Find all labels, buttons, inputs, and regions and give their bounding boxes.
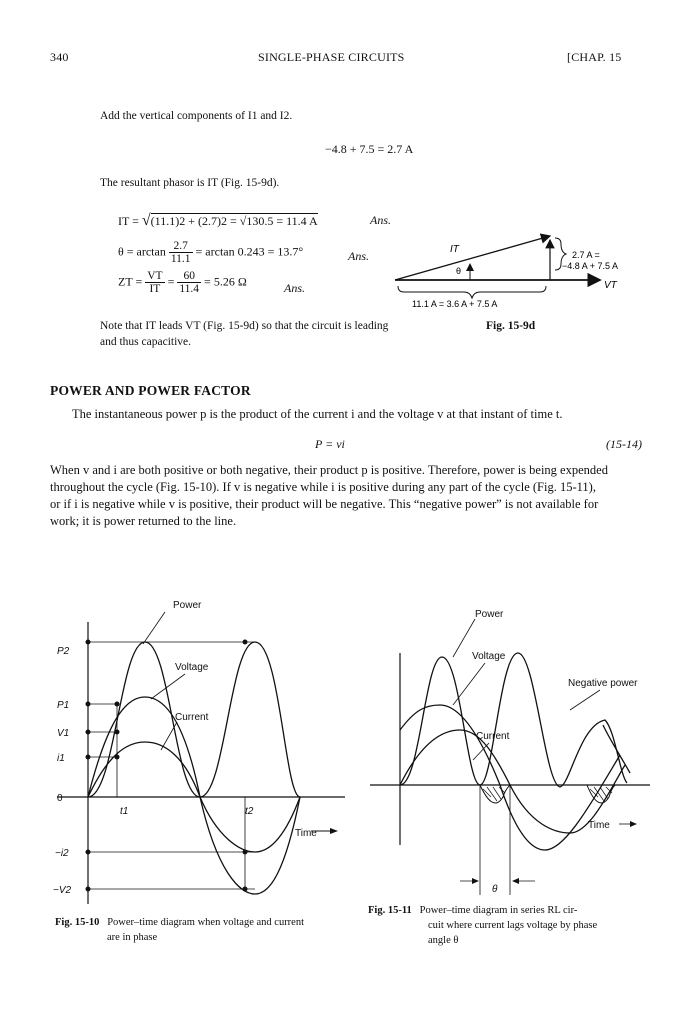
label-theta: θ: [456, 266, 462, 276]
fig-15-11-caption: [368, 903, 648, 948]
label-time: Time: [295, 828, 317, 839]
fig-15-11-caption-line-2: cuit where current lags voltage by phase: [428, 920, 598, 931]
label-it: IT: [450, 244, 459, 255]
note-line-2: and thus capacitive.: [100, 336, 192, 348]
label-neg-v2: −V2: [53, 885, 72, 896]
answer-mark: Ans.: [284, 281, 305, 295]
paragraph-1: The instantaneous power p is the product of the current i and the voltage v at that instant of time t.: [72, 407, 563, 421]
power-leader: [143, 612, 165, 644]
paragraph-2-line-4: work; it is power returned to the line.: [50, 514, 237, 528]
label-v1: V1: [57, 728, 70, 739]
running-title: SINGLE-PHASE CIRCUITS: [258, 50, 405, 64]
label-current: Current: [476, 731, 510, 742]
voltage-curve: [88, 697, 300, 894]
fig-15-11-caption-line-1: Power–time diagram in series RL cir-: [419, 905, 578, 916]
power-curve: [400, 653, 627, 787]
fig-15-11-diagram: [365, 605, 665, 900]
resultant-text: The resultant phasor is IT (Fig. 15-9d).: [100, 177, 280, 189]
label-t1: t1: [120, 806, 129, 817]
label-power: Power: [475, 609, 504, 620]
theta-rhs: = arctan 0.243 = 13.7°: [195, 244, 304, 259]
it-rhs: (11.1)2 + (2.7)2 = √130.5 = 11.4 A: [150, 214, 318, 228]
z-fraction-1: [145, 270, 164, 295]
sum-equation: −4.8 + 7.5 = 2.7 A: [325, 142, 414, 156]
fig-15-10-caption-line-2: are in phase: [107, 932, 158, 943]
label-p1: P1: [57, 700, 70, 711]
fig-15-11-label: Fig. 15-11: [368, 905, 412, 916]
z-equals: =: [167, 274, 175, 289]
label-time: Time: [588, 820, 610, 831]
fig-15-10-diagram: [45, 592, 355, 907]
label-neg-i2: −i2: [55, 848, 69, 859]
step-text: Add the vertical components of I1 and I2.: [100, 110, 293, 122]
z-lhs: ZT =: [118, 274, 143, 289]
current-leader: [473, 743, 489, 760]
theta-numerator: 2.7: [169, 240, 193, 253]
label-vertical-2: −4.8 A + 7.5 A: [562, 261, 619, 271]
label-vertical-1: 2.7 A =: [572, 250, 600, 260]
z-numerator-2: 60: [177, 270, 201, 283]
label-negative-power: Negative power: [568, 678, 638, 689]
impedance-equation: [118, 270, 247, 295]
label-voltage: Voltage: [175, 662, 209, 673]
paragraph-2-line-1: When v and i are both positive or both negative, their product p is positive. Therefore, power is being expended: [50, 463, 608, 477]
label-power: Power: [173, 600, 202, 611]
z-denominator-2: 11.4: [179, 283, 200, 295]
z-fraction-2: [177, 270, 201, 295]
fig-15-10-label: Fig. 15-10: [55, 917, 100, 928]
label-voltage: Voltage: [472, 651, 506, 662]
label-i1: i1: [57, 753, 65, 764]
label-p2: P2: [57, 646, 70, 657]
phasor-diagram: [390, 226, 660, 316]
z-denominator-1: IT: [149, 283, 161, 295]
theta-lhs: θ = arctan: [118, 244, 166, 259]
theta-equation: [118, 240, 303, 265]
it-phasor-arrow: [395, 236, 550, 280]
fig-15-9d-caption: Fig. 15-9d: [486, 320, 536, 332]
current-leader: [161, 722, 177, 750]
equation-number: (15-14): [606, 437, 642, 451]
answer-mark: Ans.: [370, 213, 391, 227]
page-number: 340: [50, 50, 69, 64]
section-heading: POWER AND POWER FACTOR: [50, 383, 251, 398]
theta-denominator: 11.1: [170, 253, 191, 265]
label-current: Current: [175, 712, 209, 723]
it-equation: IT = √(11.1)2 + (2.7)2 = √130.5 = 11.4 A: [118, 212, 318, 229]
answer-mark: Ans.: [348, 249, 369, 263]
label-zero: 0: [57, 793, 63, 804]
note-line-1: Note that IT leads VT (Fig. 15-9d) so that the circuit is leading: [100, 320, 389, 332]
label-theta: θ: [492, 884, 498, 895]
label-t2: t2: [245, 806, 254, 817]
fig-15-11-caption-line-3: angle θ: [428, 935, 459, 946]
chapter-label: [CHAP. 15: [567, 50, 622, 64]
horizontal-brace: [398, 286, 546, 298]
z-rhs: = 5.26 Ω: [204, 274, 247, 289]
negative-power-leader: [570, 690, 600, 710]
theta-fraction: [169, 240, 193, 265]
z-numerator-1: VT: [147, 270, 163, 282]
paragraph-2-line-3: or if i is negative while v is positive, their product will be negative. This “negative power” is not available for: [50, 497, 599, 511]
fig-15-10-caption: [55, 915, 355, 945]
paragraph-2-line-2: throughout the cycle (Fig. 15-10). If v is negative while i is positive during any part of the cycle (Fig. 15-11),: [50, 480, 596, 494]
voltage-leader: [453, 663, 485, 705]
it-lhs: IT =: [118, 214, 142, 228]
label-vt: VT: [604, 280, 617, 291]
label-horizontal: 11.1 A = 3.6 A + 7.5 A: [412, 299, 498, 309]
power-equation: P = vi: [315, 437, 345, 451]
fig-15-10-caption-line-1: Power–time diagram when voltage and current: [107, 917, 305, 928]
